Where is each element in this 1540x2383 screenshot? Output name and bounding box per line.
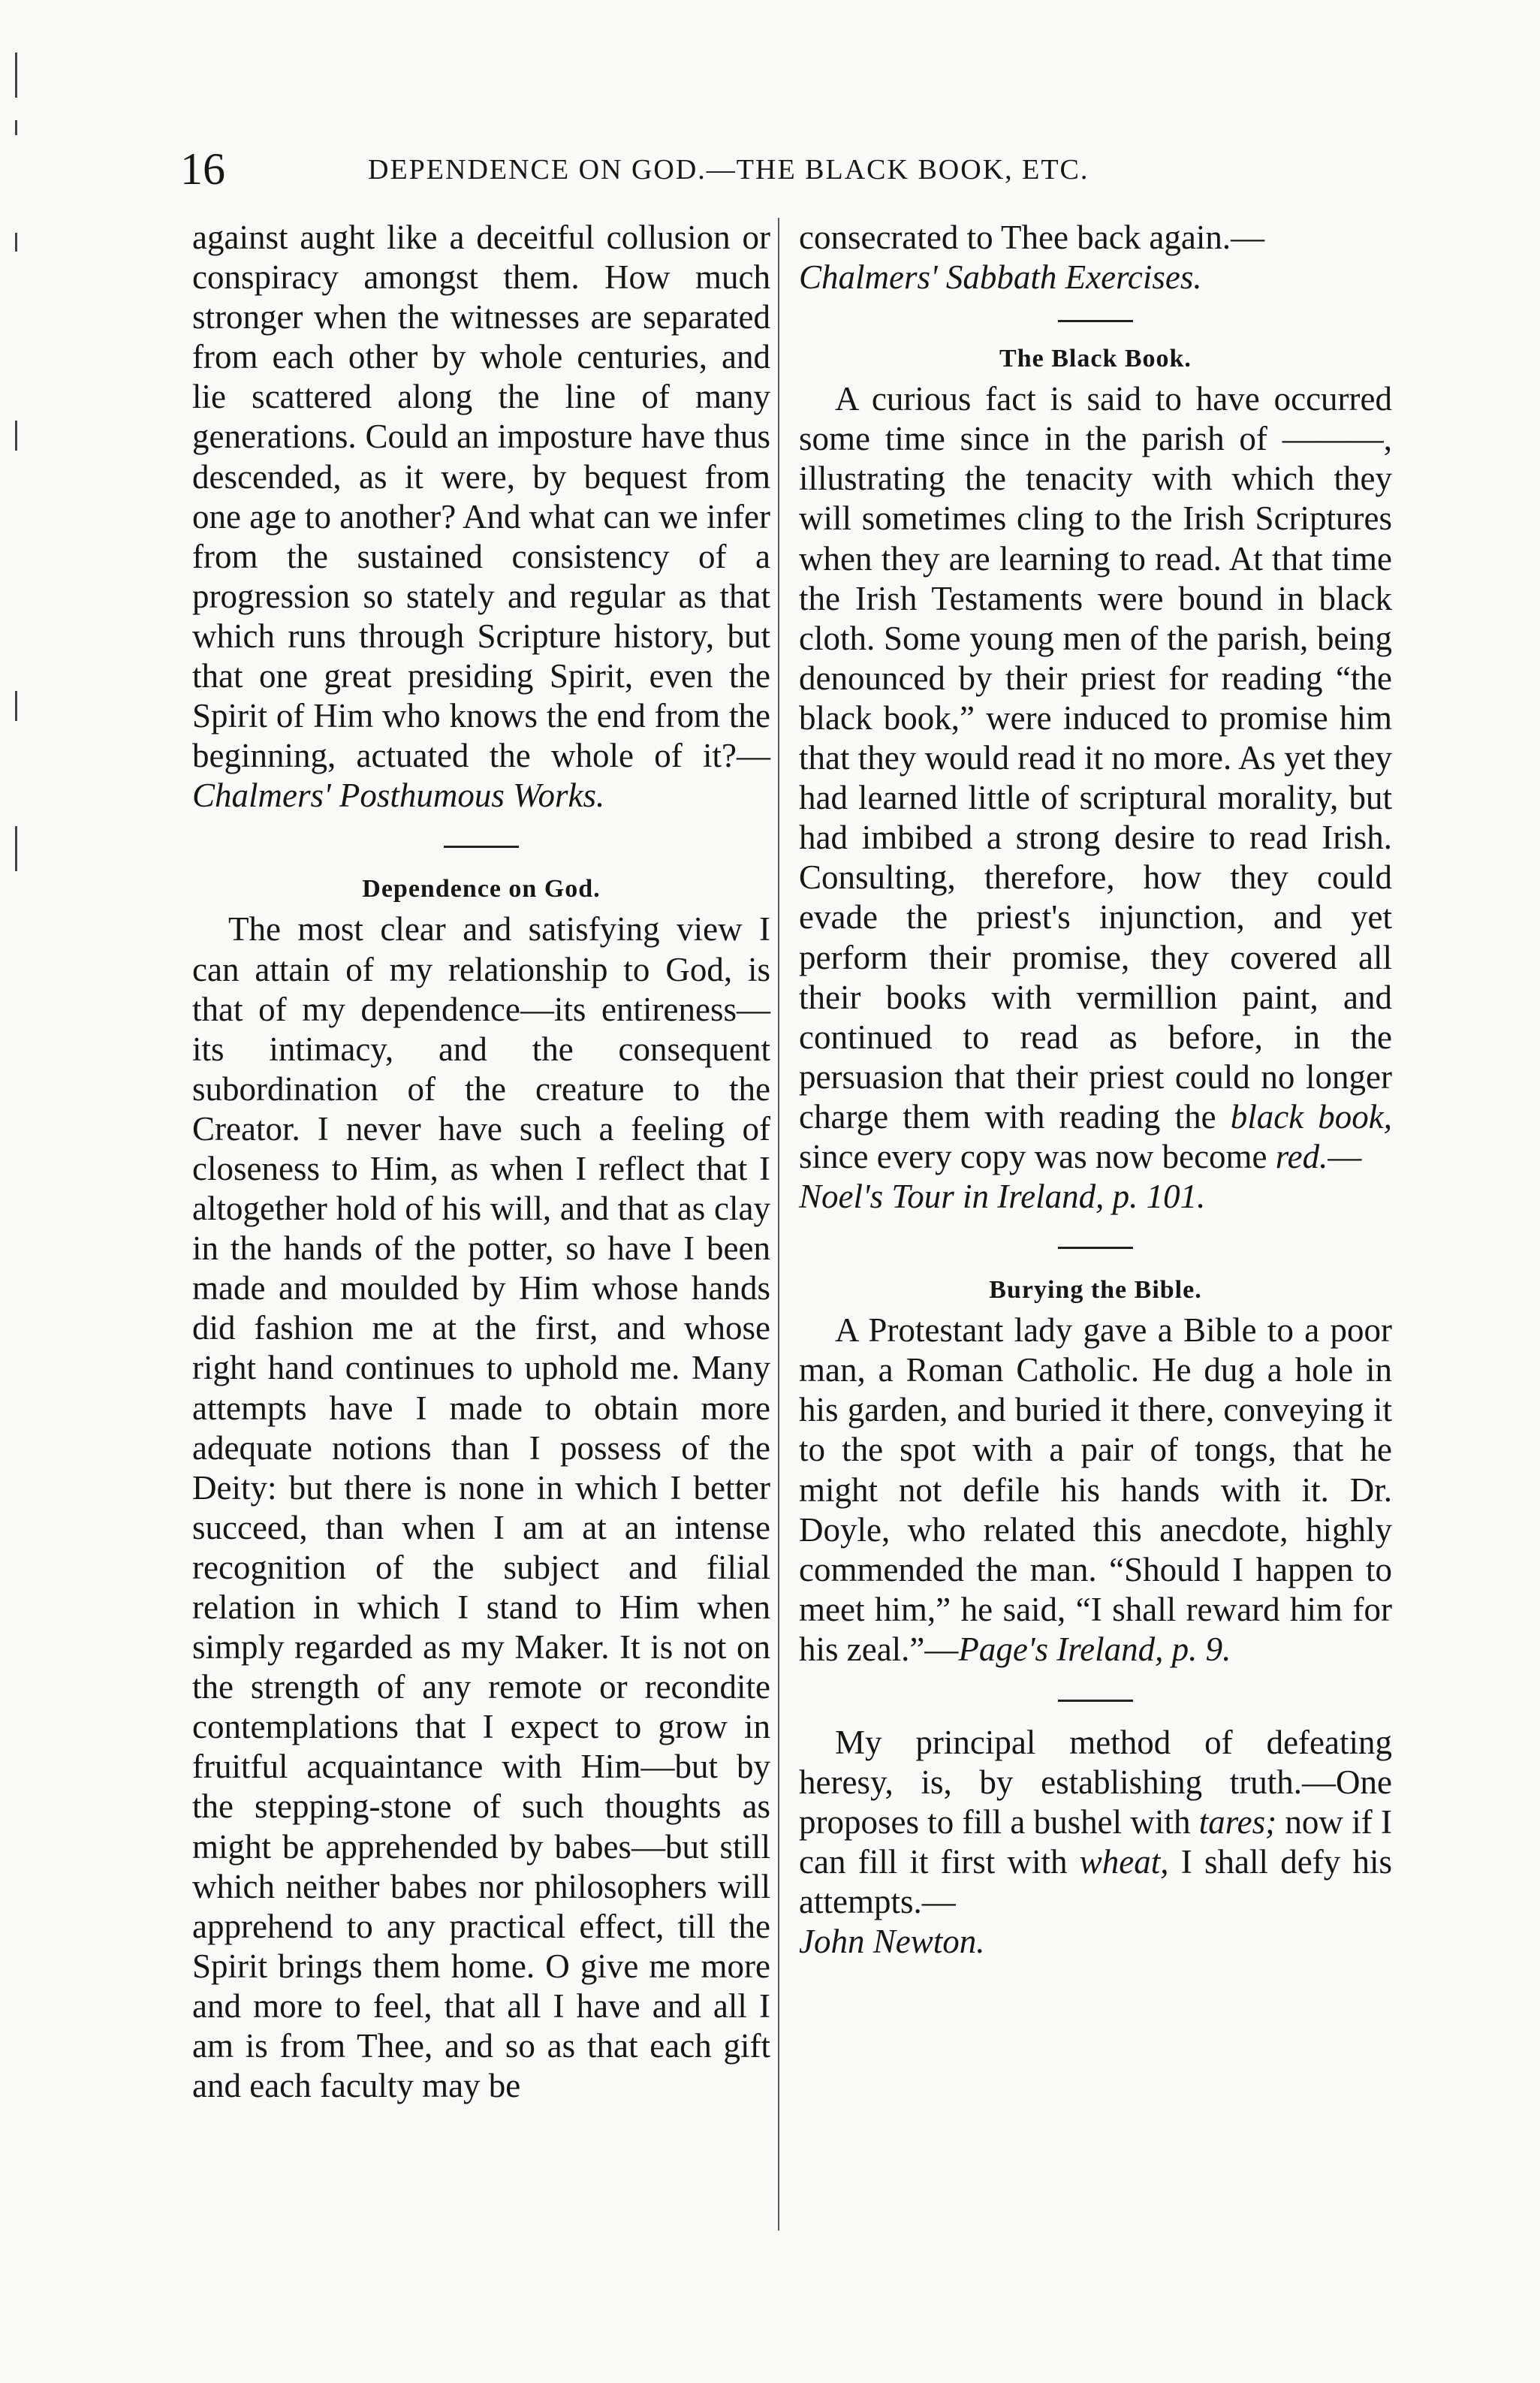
intro-source: Chalmers' Posthumous Works. [192,777,605,815]
tares-emphasis: tares; [1198,1803,1277,1842]
continuation-paragraph [799,218,1392,297]
section-divider [1058,1247,1133,1249]
section-divider [1058,320,1133,322]
running-head: DEPENDENCE ON GOD.—THE BLACK BOOK, ETC. [368,154,1089,186]
black-book-paragraph [799,379,1392,1217]
burying-paragraph [799,1311,1392,1670]
section-title-black-book: The Black Book. [999,345,1192,373]
burying-source: Page's Ireland, p. 9. [958,1630,1231,1668]
newton-paragraph [799,1723,1392,1962]
page-number: 16 [180,144,225,194]
continuation-text: consecrated to Thee back again.— [799,219,1265,256]
section-title-dependence: Dependence on God. [362,875,601,903]
red-emphasis: red. [1275,1137,1328,1175]
newton-text: now if I can fill it first with [799,1803,1392,1881]
intro-text: against aught like a deceitful collusion or conspiracy amongst them. How much stronger when the witnesses are separated from each other by whole centuries, and lie scattered along the line of many generations. Could an imposture have thus descended, as it were, by bequest from one age to another? And what can we infer from the sustained consistency of a progression so stately and regular as that which runs through Scripture history, but that one great presiding Spirit, even the Spirit of Him who knows the end from the beginning, actuated the whole of it?— [192,219,770,775]
column-rule [778,218,779,2231]
newton-text: I shall defy his attempts.— [799,1843,1392,1921]
black-book-text: — [1328,1137,1362,1175]
left-column [192,218,770,2106]
section-title-burying: Burying the Bible. [989,1276,1202,1305]
right-column [799,218,1392,1962]
section-divider [1058,1700,1133,1702]
black-book-text: A curious fact is said to have occurred some time since in the parish of ———, illustrating the tenacity with which they will sometimes cling to the Irish Scriptures when they are learning to read. At that time the Irish Testaments were bound in black cloth. Some young men of the parish, being denounced by their priest for reading “the black book,” were induced to promise him that they would read it no more. As yet they had learned little of scriptural morality, but had imbibed a strong desire to read Irish. Consulting, therefore, how they could evade the priest's injunction, and yet perform their promise, they covered all their books with vermillion paint, and continued to read as before, in the persuasion that their priest could no longer charge them with reading the [799,380,1392,1136]
newton-source: John Newton. [799,1923,985,1961]
black-book-emphasis: black book, [1230,1097,1392,1136]
dependence-paragraph: The most clear and satisfying view I can attain of my relationship to God, is that of my dependence—its entireness—its intimacy, and the consequent subordination of the creature to the Creator. I never have such a feeling of closeness to Him, as when I reflect that I altogether hold of his will, and that as clay in the hands of the potter, so have I been made and moulded by Him whose hands did fashion me at the first, and whose right hand continues to uphold me. Many attempts have I made to obtain more adequate notions than I possess of the Deity: but there is none in which I better succeed, than when I am at an intense recognition of the subject and filial relation in which I stand to Him when simply regarded as my Maker. It is not on the strength of any remote or recondite contemplations that I expect to grow in fruitful acquaintance with Him—but by the stepping-stone of such thoughts as might be apprehended by babes—but still which neither babes nor philosophers will apprehend to any practical effect, till the Spirit brings them home. O give me more and more to feel, that all I have and all I am is from Thee, and so as that each gift and each faculty may be [192,910,770,2105]
section-divider [444,846,519,848]
black-book-text: since every copy was now become [799,1137,1276,1175]
burying-text: A Protestant lady gave a Bible to a poor man, a Roman Catholic. He dug a hole in his garden, and buried it there, conveying it to the spot with a pair of tongs, that he might not defile his hands with it. Dr. Doyle, who related this anecdote, highly commended the man. “Should I happen to meet him,” he said, “I shall reward him for his zeal.”— [799,1311,1392,1668]
continuation-source: Chalmers' Sabbath Exercises. [799,258,1202,297]
page-header [180,143,1254,195]
newton-text: My principal method of defeating heresy, is, by establishing truth.—One proposes to fill a bushel with [799,1724,1392,1842]
wheat-emphasis: wheat, [1079,1843,1169,1881]
black-book-source: Noel's Tour in Ireland, p. 101. [799,1178,1206,1216]
margin-marks [15,45,38,871]
intro-paragraph [192,218,770,816]
